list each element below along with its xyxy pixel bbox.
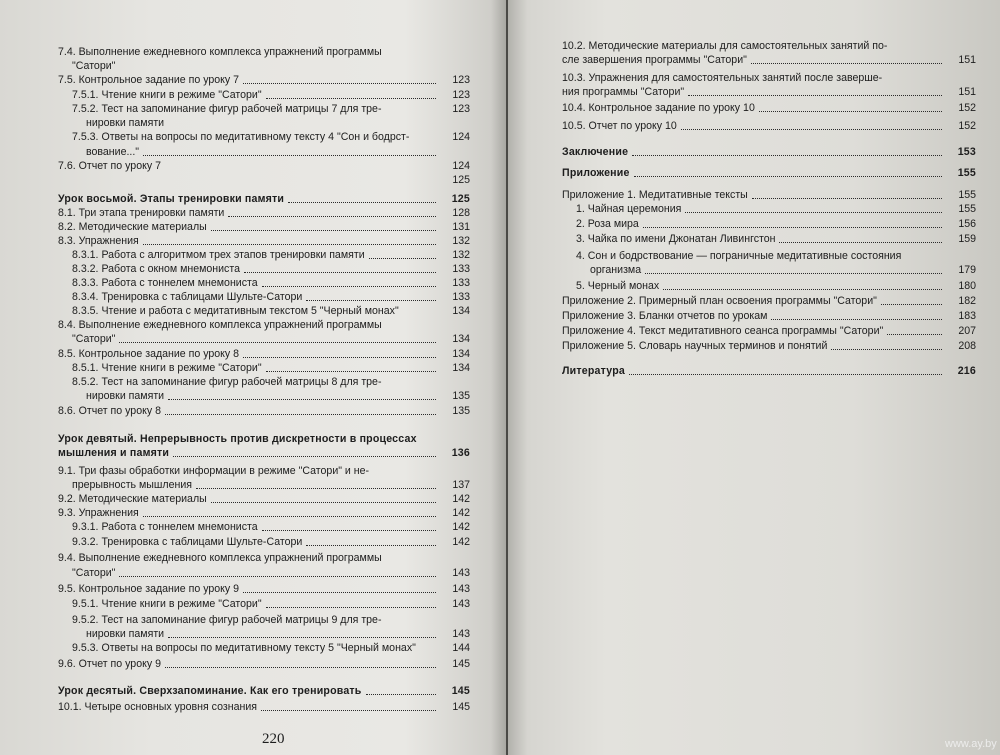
toc-entry-text: 8.2. Методические материалы <box>58 221 207 233</box>
toc-entry-text: 7.5. Контрольное задание по уроку 7 <box>58 74 240 86</box>
toc-page-number: 128 <box>452 207 470 219</box>
toc-page-number: 145 <box>451 685 470 697</box>
toc-entry-text: мышления и памяти <box>58 447 170 459</box>
dot-leader <box>306 535 436 546</box>
dot-leader <box>266 597 436 608</box>
dot-leader <box>288 192 436 203</box>
toc-line <box>562 294 976 308</box>
toc-entry-text: 10.4. Контрольное задание по уроку 10 <box>562 102 755 114</box>
toc-page-number: 135 <box>452 405 470 417</box>
dot-leader <box>261 700 436 711</box>
toc-page-number: 134 <box>452 348 470 360</box>
dot-leader <box>119 566 436 577</box>
toc-line <box>562 53 976 67</box>
toc-line <box>58 506 470 520</box>
toc-page-number: 143 <box>452 628 470 640</box>
toc-entry-text: 10.1. Четыре основных уровня сознания <box>58 701 257 713</box>
dot-leader <box>143 145 436 156</box>
toc-line <box>562 309 976 323</box>
toc-line <box>576 279 976 293</box>
toc-entry-text: 7.5.2. Тест на запоминание фигур рабочей матрицы 7 для тре- <box>72 103 382 115</box>
toc-entry-text: 9.2. Методические материалы <box>58 493 207 505</box>
toc-line <box>58 318 470 332</box>
toc-entry-text: Урок восьмой. Этапы тренировки памяти <box>58 193 285 205</box>
toc-line <box>86 627 470 641</box>
dot-leader <box>243 73 436 84</box>
toc-line <box>562 71 976 85</box>
toc-entry-text: 9.3.1. Работа с тоннелем мнемониста <box>72 521 258 533</box>
toc-page-number: 145 <box>452 658 470 670</box>
toc-line <box>58 684 470 698</box>
toc-entry-text: Приложение 4. Текст медитативного сеанса программы "Сатори" <box>562 325 884 337</box>
dot-leader <box>645 263 942 274</box>
dot-leader <box>243 347 436 358</box>
toc-entry-text: Приложение 3. Бланки отчетов по урокам <box>562 310 768 322</box>
dot-leader <box>881 294 942 305</box>
right-page <box>508 0 1000 755</box>
toc-line <box>58 159 470 173</box>
toc-line <box>562 188 976 202</box>
toc-entry-text: 2. Роза мира <box>576 218 639 230</box>
toc-entry-text: нировки памяти <box>86 117 165 129</box>
toc-line <box>72 59 470 73</box>
toc-page-number: 124 <box>452 131 470 143</box>
toc-page-number: 155 <box>958 189 976 201</box>
toc-line <box>58 220 470 234</box>
toc-page-number: 159 <box>958 233 976 245</box>
dot-leader <box>168 389 436 400</box>
toc-line <box>58 582 470 596</box>
toc-line <box>86 389 470 403</box>
dot-leader <box>643 217 942 228</box>
toc-entry-text: 7.6. Отчет по уроку 7 <box>58 160 161 172</box>
toc-page-number: 137 <box>452 479 470 491</box>
toc-entry-text: "Сатори" <box>72 333 116 345</box>
toc-entry-text: 5. Черный монах <box>576 280 660 292</box>
toc-page-number: 182 <box>958 295 976 307</box>
toc-line <box>72 535 470 549</box>
dot-leader <box>173 446 436 457</box>
toc-page-number: 123 <box>452 89 470 101</box>
toc-page-number: 151 <box>958 86 976 98</box>
toc-entry-text: Литература <box>562 365 625 377</box>
toc-line <box>58 192 470 206</box>
toc-page-number: 132 <box>452 235 470 247</box>
toc-entry-text: Приложение 1. Медитативные тексты <box>562 189 748 201</box>
dot-leader <box>243 582 436 593</box>
toc-page-number: 152 <box>958 102 976 114</box>
toc-line <box>590 263 976 277</box>
toc-page-number: 142 <box>452 536 470 548</box>
toc-line <box>562 364 976 378</box>
toc-entry-text: нировки памяти <box>86 390 165 402</box>
toc-entry-text: 8.3. Упражнения <box>58 235 139 247</box>
toc-entry-text: 8.5.1. Чтение книги в режиме "Сатори" <box>72 362 262 374</box>
toc-page-number: 134 <box>452 362 470 374</box>
dot-leader <box>143 234 436 245</box>
dot-leader <box>681 119 942 130</box>
toc-line <box>72 102 470 116</box>
toc-page-number: 143 <box>452 598 470 610</box>
toc-entry-text: вование..." <box>86 146 140 158</box>
toc-entry-text: 8.3.4. Тренировка с таблицами Шульте-Сатори <box>72 291 303 303</box>
dot-leader <box>632 145 942 156</box>
toc-line <box>72 130 470 144</box>
toc-entry-text: 9.5. Контрольное задание по уроку 9 <box>58 583 240 595</box>
toc-entry-text: 9.1. Три фазы обработки информации в режиме "Сатори" и не- <box>58 465 370 477</box>
toc-entry-text: 7.5.1. Чтение книги в режиме "Сатори" <box>72 89 262 101</box>
toc-line <box>72 290 470 304</box>
toc-line <box>58 347 470 361</box>
toc-line <box>72 478 470 492</box>
toc-line <box>562 101 976 115</box>
dot-leader <box>211 492 436 503</box>
toc-line <box>58 234 470 248</box>
dot-leader <box>165 404 436 415</box>
toc-line <box>562 166 976 180</box>
toc-line <box>72 597 470 611</box>
toc-line <box>72 262 470 276</box>
toc-page-number: 155 <box>958 203 976 215</box>
toc-entry-text: 10.2. Методические материалы для самостоятельных занятий по- <box>562 40 888 52</box>
dot-leader <box>663 279 942 290</box>
toc-page-number: 216 <box>957 365 976 377</box>
toc-entry-text: ния программы "Сатори" <box>562 86 685 98</box>
toc-line <box>576 249 976 263</box>
toc-page-number: 134 <box>452 333 470 345</box>
toc-page-number: 153 <box>957 146 976 158</box>
toc-page-number: 180 <box>958 280 976 292</box>
dot-leader <box>887 324 942 335</box>
toc-entry-text: Заключение <box>562 146 629 158</box>
toc-entry-text: 7.5.3. Ответы на вопросы по медитативному тексту 4 "Сон и бодрст- <box>72 131 410 143</box>
dot-leader <box>685 202 942 213</box>
toc-entry-text: Урок десятый. Сверхзапоминание. Как его тренировать <box>58 685 362 697</box>
toc-page-number: 179 <box>958 264 976 276</box>
toc-entry-text: 7.4. Выполнение ежедневного комплекса упражнений программы <box>58 46 382 58</box>
toc-line <box>562 85 976 99</box>
toc-line <box>58 432 470 446</box>
dot-leader <box>751 53 942 64</box>
toc-entry-text: 9.5.3. Ответы на вопросы по медитативному тексту 5 "Черный монах" <box>72 642 416 654</box>
toc-entry-text: 8.6. Отчет по уроку 8 <box>58 405 161 417</box>
toc-page-number: 133 <box>452 263 470 275</box>
toc-line <box>58 464 470 478</box>
toc-entry-text: 1. Чайная церемония <box>576 203 682 215</box>
toc-page-number: 183 <box>958 310 976 322</box>
toc-entry-text: 8.4. Выполнение ежедневного комплекса упражнений программы <box>58 319 382 331</box>
toc-line <box>562 39 976 53</box>
toc-page-number: 152 <box>958 120 976 132</box>
toc-entry-text: 8.3.2. Работа с окном мнемониста <box>72 263 240 275</box>
toc-line <box>72 375 470 389</box>
toc-line <box>58 404 470 418</box>
toc-line <box>58 206 470 220</box>
toc-entry-text: Приложение 2. Примерный план освоения программы "Сатори" <box>562 295 877 307</box>
toc-line <box>576 232 976 246</box>
toc-line <box>562 145 976 159</box>
dot-leader <box>752 188 942 199</box>
toc-entry-text: сле завершения программы "Сатори" <box>562 54 747 66</box>
toc-entry-text: 8.3.3. Работа с тоннелем мнемониста <box>72 277 258 289</box>
toc-line <box>72 361 470 375</box>
dot-leader <box>196 478 436 489</box>
toc-entry-text: 8.3.1. Работа с алгоритмом трех этапов тренировки памяти <box>72 249 365 261</box>
dot-leader <box>831 339 942 350</box>
dot-leader <box>262 520 436 531</box>
dot-leader <box>629 364 942 375</box>
toc-entry-text: 10.3. Упражнения для самостоятельных занятий после заверше- <box>562 72 883 84</box>
dot-leader <box>366 684 436 695</box>
toc-page-number: 124 <box>452 160 470 172</box>
dot-leader <box>143 506 436 517</box>
toc-page-number: 123 <box>452 103 470 115</box>
dot-leader <box>211 220 436 231</box>
page-number: 220 <box>262 731 285 747</box>
toc-page-number: 142 <box>452 493 470 505</box>
toc-page-number: 133 <box>452 291 470 303</box>
dot-leader <box>779 232 942 243</box>
dot-leader <box>759 101 942 112</box>
toc-line <box>576 202 976 216</box>
toc-line <box>562 119 976 133</box>
toc-page-number: 125 <box>451 193 470 205</box>
toc-line <box>86 116 470 130</box>
dot-leader <box>119 332 436 343</box>
toc-page-number: 143 <box>452 583 470 595</box>
toc-page-number: 207 <box>958 325 976 337</box>
toc-entry-text: 9.3.2. Тренировка с таблицами Шульте-Сатори <box>72 536 303 548</box>
dot-leader <box>306 290 436 301</box>
toc-entry-text: 8.1. Три этапа тренировки памяти <box>58 207 225 219</box>
toc-entry-text: прерывность мышления <box>72 479 192 491</box>
toc-entry-text: "Сатори" <box>72 60 116 72</box>
toc-entry-text: 9.4. Выполнение ежедневного комплекса упражнений программы <box>58 552 382 564</box>
toc-entry-text: организма <box>590 264 642 276</box>
watermark: www.ay.by <box>945 738 997 750</box>
toc-entry-text: нировки памяти <box>86 628 165 640</box>
toc-line <box>0 173 470 187</box>
toc-line <box>72 566 470 580</box>
dot-leader <box>165 657 436 668</box>
toc-page-number: 144 <box>452 642 470 654</box>
toc-line <box>562 324 976 338</box>
toc-page-number: 143 <box>452 567 470 579</box>
toc-page-number: 142 <box>452 521 470 533</box>
toc-entry-text: 8.3.5. Чтение и работа с медитативным текстом 5 "Черный монах" <box>72 305 399 317</box>
toc-page-number: 135 <box>452 390 470 402</box>
toc-line <box>58 45 470 59</box>
toc-entry-text: 9.5.2. Тест на запоминание фигур рабочей матрицы 9 для тре- <box>72 614 382 626</box>
toc-line <box>72 520 470 534</box>
toc-entry-text: 8.5. Контрольное задание по уроку 8 <box>58 348 240 360</box>
toc-page-number: 155 <box>957 167 976 179</box>
toc-page-number: 133 <box>452 277 470 289</box>
toc-line <box>562 339 976 353</box>
toc-page-number: 136 <box>451 447 470 459</box>
toc-line <box>58 700 470 714</box>
dot-leader <box>168 627 436 638</box>
toc-page-number: 134 <box>452 305 470 317</box>
toc-entry-text: 8.5.2. Тест на запоминание фигур рабочей матрицы 8 для тре- <box>72 376 382 388</box>
toc-entry-text: 4. Сон и бодрствование — пограничные медитативные состояния <box>576 250 902 262</box>
dot-leader <box>688 85 942 96</box>
toc-page-number: 156 <box>958 218 976 230</box>
toc-line <box>58 492 470 506</box>
toc-line <box>58 446 470 460</box>
dot-leader <box>262 276 436 287</box>
toc-entry-text: 9.5.1. Чтение книги в режиме "Сатори" <box>72 598 262 610</box>
toc-line <box>72 88 470 102</box>
toc-entry-text: 9.3. Упражнения <box>58 507 139 519</box>
toc-line <box>72 248 470 262</box>
toc-entry-text: Урок девятый. Непрерывность против дискретности в процессах <box>58 433 417 445</box>
dot-leader <box>369 248 436 259</box>
toc-page-number: 131 <box>452 221 470 233</box>
toc-page-number: 125 <box>452 174 470 186</box>
toc-line <box>72 613 470 627</box>
toc-entry-text: "Сатори" <box>72 567 116 579</box>
dot-leader <box>244 262 436 273</box>
toc-line <box>72 641 470 655</box>
toc-page-number: 123 <box>452 74 470 86</box>
toc-page-number: 132 <box>452 249 470 261</box>
toc-line <box>72 276 470 290</box>
dot-leader <box>228 206 436 217</box>
toc-line <box>576 217 976 231</box>
toc-entry-text: 10.5. Отчет по уроку 10 <box>562 120 677 132</box>
toc-entry-text: Приложение 5. Словарь научных терминов и понятий <box>562 340 828 352</box>
toc-line <box>58 73 470 87</box>
toc-line <box>58 657 470 671</box>
toc-line <box>58 551 470 565</box>
toc-line <box>86 145 470 159</box>
toc-page-number: 151 <box>958 54 976 66</box>
toc-entry-text: 3. Чайка по имени Джонатан Ливингстон <box>576 233 776 245</box>
toc-line <box>72 304 470 318</box>
toc-page-number: 142 <box>452 507 470 519</box>
dot-leader <box>266 361 436 372</box>
dot-leader <box>771 309 942 320</box>
toc-page-number: 145 <box>452 701 470 713</box>
toc-entry-text: Приложение <box>562 167 630 179</box>
toc-page-number: 208 <box>958 340 976 352</box>
dot-leader <box>266 88 436 99</box>
dot-leader <box>634 166 942 177</box>
toc-line <box>72 332 470 346</box>
toc-entry-text: 9.6. Отчет по уроку 9 <box>58 658 161 670</box>
